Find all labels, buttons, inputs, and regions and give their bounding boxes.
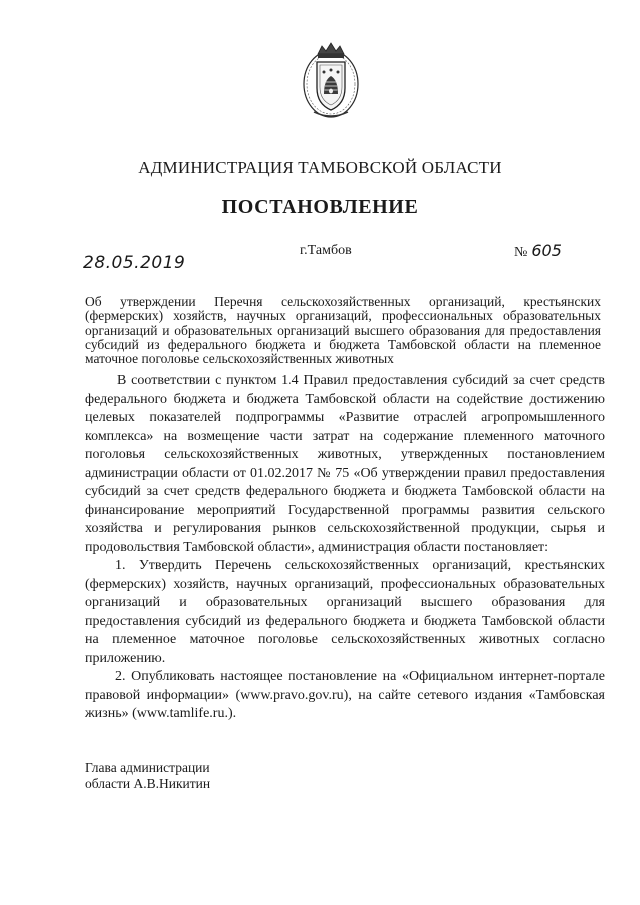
document-subject: Об утверждении Перечня сельскохозяйственных организаций, крестьянских (фермерских) хозяйств, научных организаций, профессиональных образовательных организаций и образовательных организаций высшего образования для предоставления субсидий из федерального бюджета и бюджета Тамбовской области на племенное маточное поголовье сельскохозяйственных животных (85, 294, 601, 367)
document-number (514, 241, 562, 261)
coat-of-arms-emblem (300, 40, 362, 122)
signature-name: области А.В.Никитин (85, 776, 211, 791)
resolution-item-2: 2. Опубликовать настоящее постановление на «Официальном интернет-портале правовой информации» (www.pravo.gov.ru), на сайте сетевого издания «Тамбовская жизнь» (www.tamlife.ru.). (85, 669, 605, 721)
signature-title: Глава администрации (85, 760, 210, 775)
issue-city: г.Тамбов (300, 243, 352, 258)
organization-title: АДМИНИСТРАЦИЯ ТАМБОВСКОЙ ОБЛАСТИ (138, 158, 502, 177)
preamble-paragraph: В соответствии с пунктом 1.4 Правил предоставления субсидий за счет средств федерального бюджета и бюджета Тамбовской области на содействие достижению целевых показателей подпрограммы «Развитие отраслей агропромышленного комплекса» на возмещение части затрат на содержание племенного маточного поголовья сельскохозяйственных животных, утвержденных постановлением администрации области от 01.02.2017 № 75 «Об утверждении правил предоставления субсидий за счет средств федерального бюджета и бюджета Тамбовской области на финансирование мероприятий Государственной программы развития сельского хозяйства и регулирования рынков сельскохозяйственной продукции, сырья и продовольствия Тамбовской области», администрация области постановляет: (85, 373, 605, 555)
number-value: 605 (531, 241, 562, 260)
document-date: 28.05.2019 (83, 253, 186, 273)
signature-block (85, 760, 210, 792)
number-label: № (514, 245, 528, 260)
document-body (85, 372, 605, 724)
document-type-title: ПОСТАНОВЛЕНИЕ (221, 196, 419, 218)
resolution-item-1: 1. Утвердить Перечень сельскохозяйственных организаций, крестьянских (фермерских) хозяйств, научных организаций, профессиональных образовательных организаций и образовательных организаций высшего образования для предоставления субсидий из федерального бюджета и бюджета Тамбовской области на племенное маточное поголовье сельскохозяйственных животных согласно приложению. (85, 558, 605, 666)
